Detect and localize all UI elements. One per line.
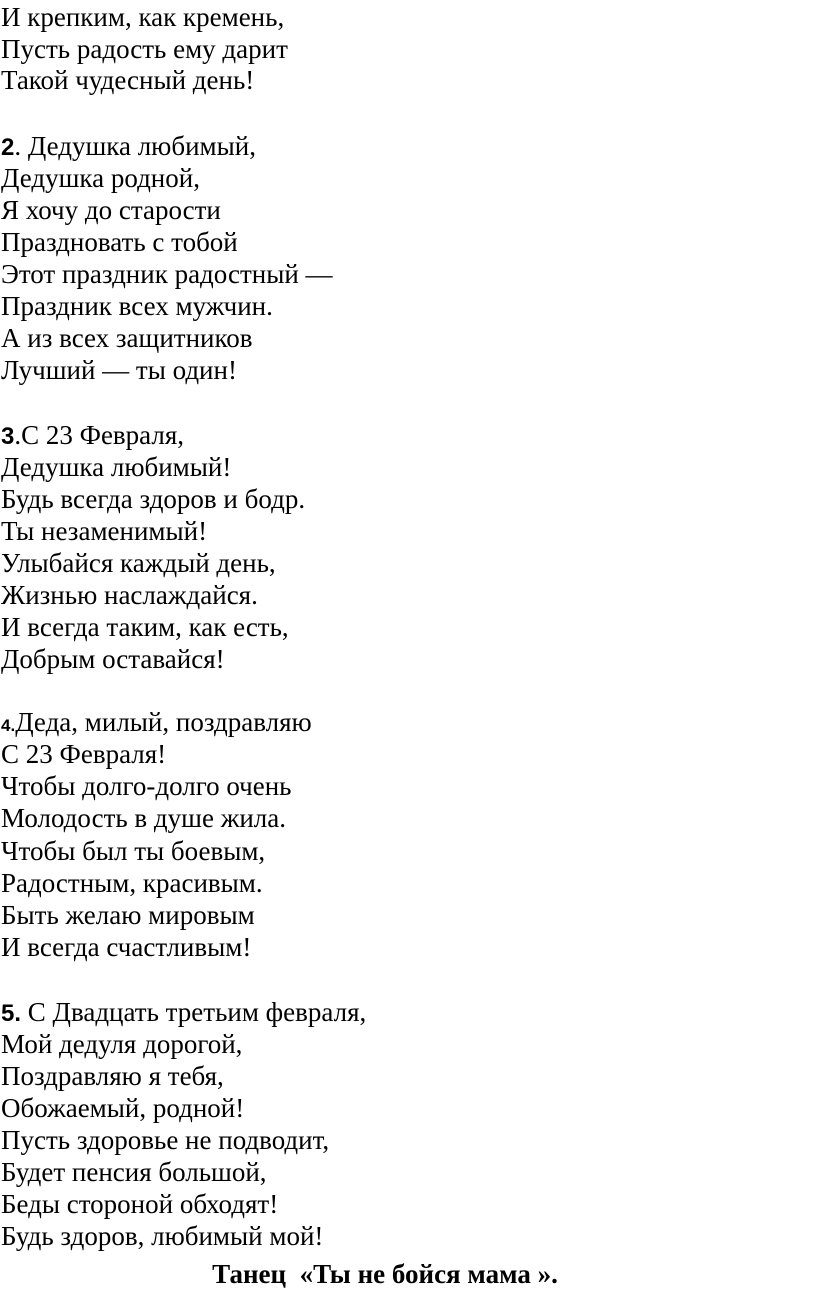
intro-line: Такой чудесный день! [1,65,255,95]
poem-5-line: Пусть здоровье не подводит, [1,1125,330,1155]
poem-2-line: Я хочу до старости [1,195,221,225]
poem-4-first-line [1,706,312,742]
poem-3-first-line-text: С 23 Февраля, [21,420,185,450]
poem-5-line: Поздравляю я тебя, [1,1061,224,1091]
poem-2-line: Лучший — ты один! [1,355,237,385]
poem-5-line: Будет пенсия большой, [1,1157,267,1187]
poem-5-line: Мой дедуля дорогой, [1,1029,243,1059]
poem-2-line: Праздник всех мужчин. [1,291,273,321]
poem-4-line: Чтобы был ты боевым, [1,836,266,866]
poem-2-number: 2 [1,134,15,161]
poem-5-number: 5. [1,1000,22,1027]
poem-3-first-line [1,419,184,453]
poem-2-line: А из всех защитников [1,323,253,353]
poem-4-line: И всегда счастливым! [1,932,252,962]
poem-2-line: Праздновать с тобой [1,227,238,257]
poem-3-line: И всегда таким, как есть, [1,612,289,642]
poem-3-line: Будь всегда здоров и бодр. [1,484,306,514]
poem-2-line: Этот праздник радостный — [1,259,333,289]
poem-4-line: Молодость в душе жила. [1,803,287,833]
intro-line: И крепким, как кремень, [1,2,285,32]
poem-5-line: Обожаемый, родной! [1,1093,245,1123]
poem-2-line: Дедушка родной, [1,163,200,193]
poem-3-line: Дедушка любимый! [1,452,232,482]
poem-3-line: Улыбайся каждый день, [1,548,276,578]
poem-5-first-line [1,996,366,1030]
poem-2-first-line-text: Дедушка любимый, [21,131,256,161]
poem-5-line: Будь здоров, любимый мой! [1,1221,324,1251]
poem-4-line: Радостным, красивым. [1,868,263,898]
poem-3-number-dot: . [14,420,22,450]
poem-4-number: 4. [1,716,16,735]
poem-4-line: Чтобы долго-долго очень [1,771,292,801]
poem-3-line: Жизнью наслаждайся. [1,580,258,610]
poem-4-line: С 23 Февраля! [1,739,167,769]
poem-3-line: Добрым оставайся! [1,644,225,674]
poem-3-line: Ты незаменимый! [1,516,208,546]
poem-4-line: Быть желаю мировым [1,900,255,930]
poem-4-first-line-text: Деда, милый, поздравляю [15,707,312,737]
poem-3-number: 3 [1,423,15,450]
poem-5-first-line-text: С Двадцать третьим февраля, [21,997,367,1027]
intro-line: Пусть радость ему дарит [1,34,288,64]
dance-heading: Танец «Ты не бойся мама ». [212,1259,558,1289]
poem-2-number-dot: . [14,131,22,161]
poem-5-line: Беды стороной обходят! [1,1189,279,1219]
poem-2-first-line [1,130,256,164]
